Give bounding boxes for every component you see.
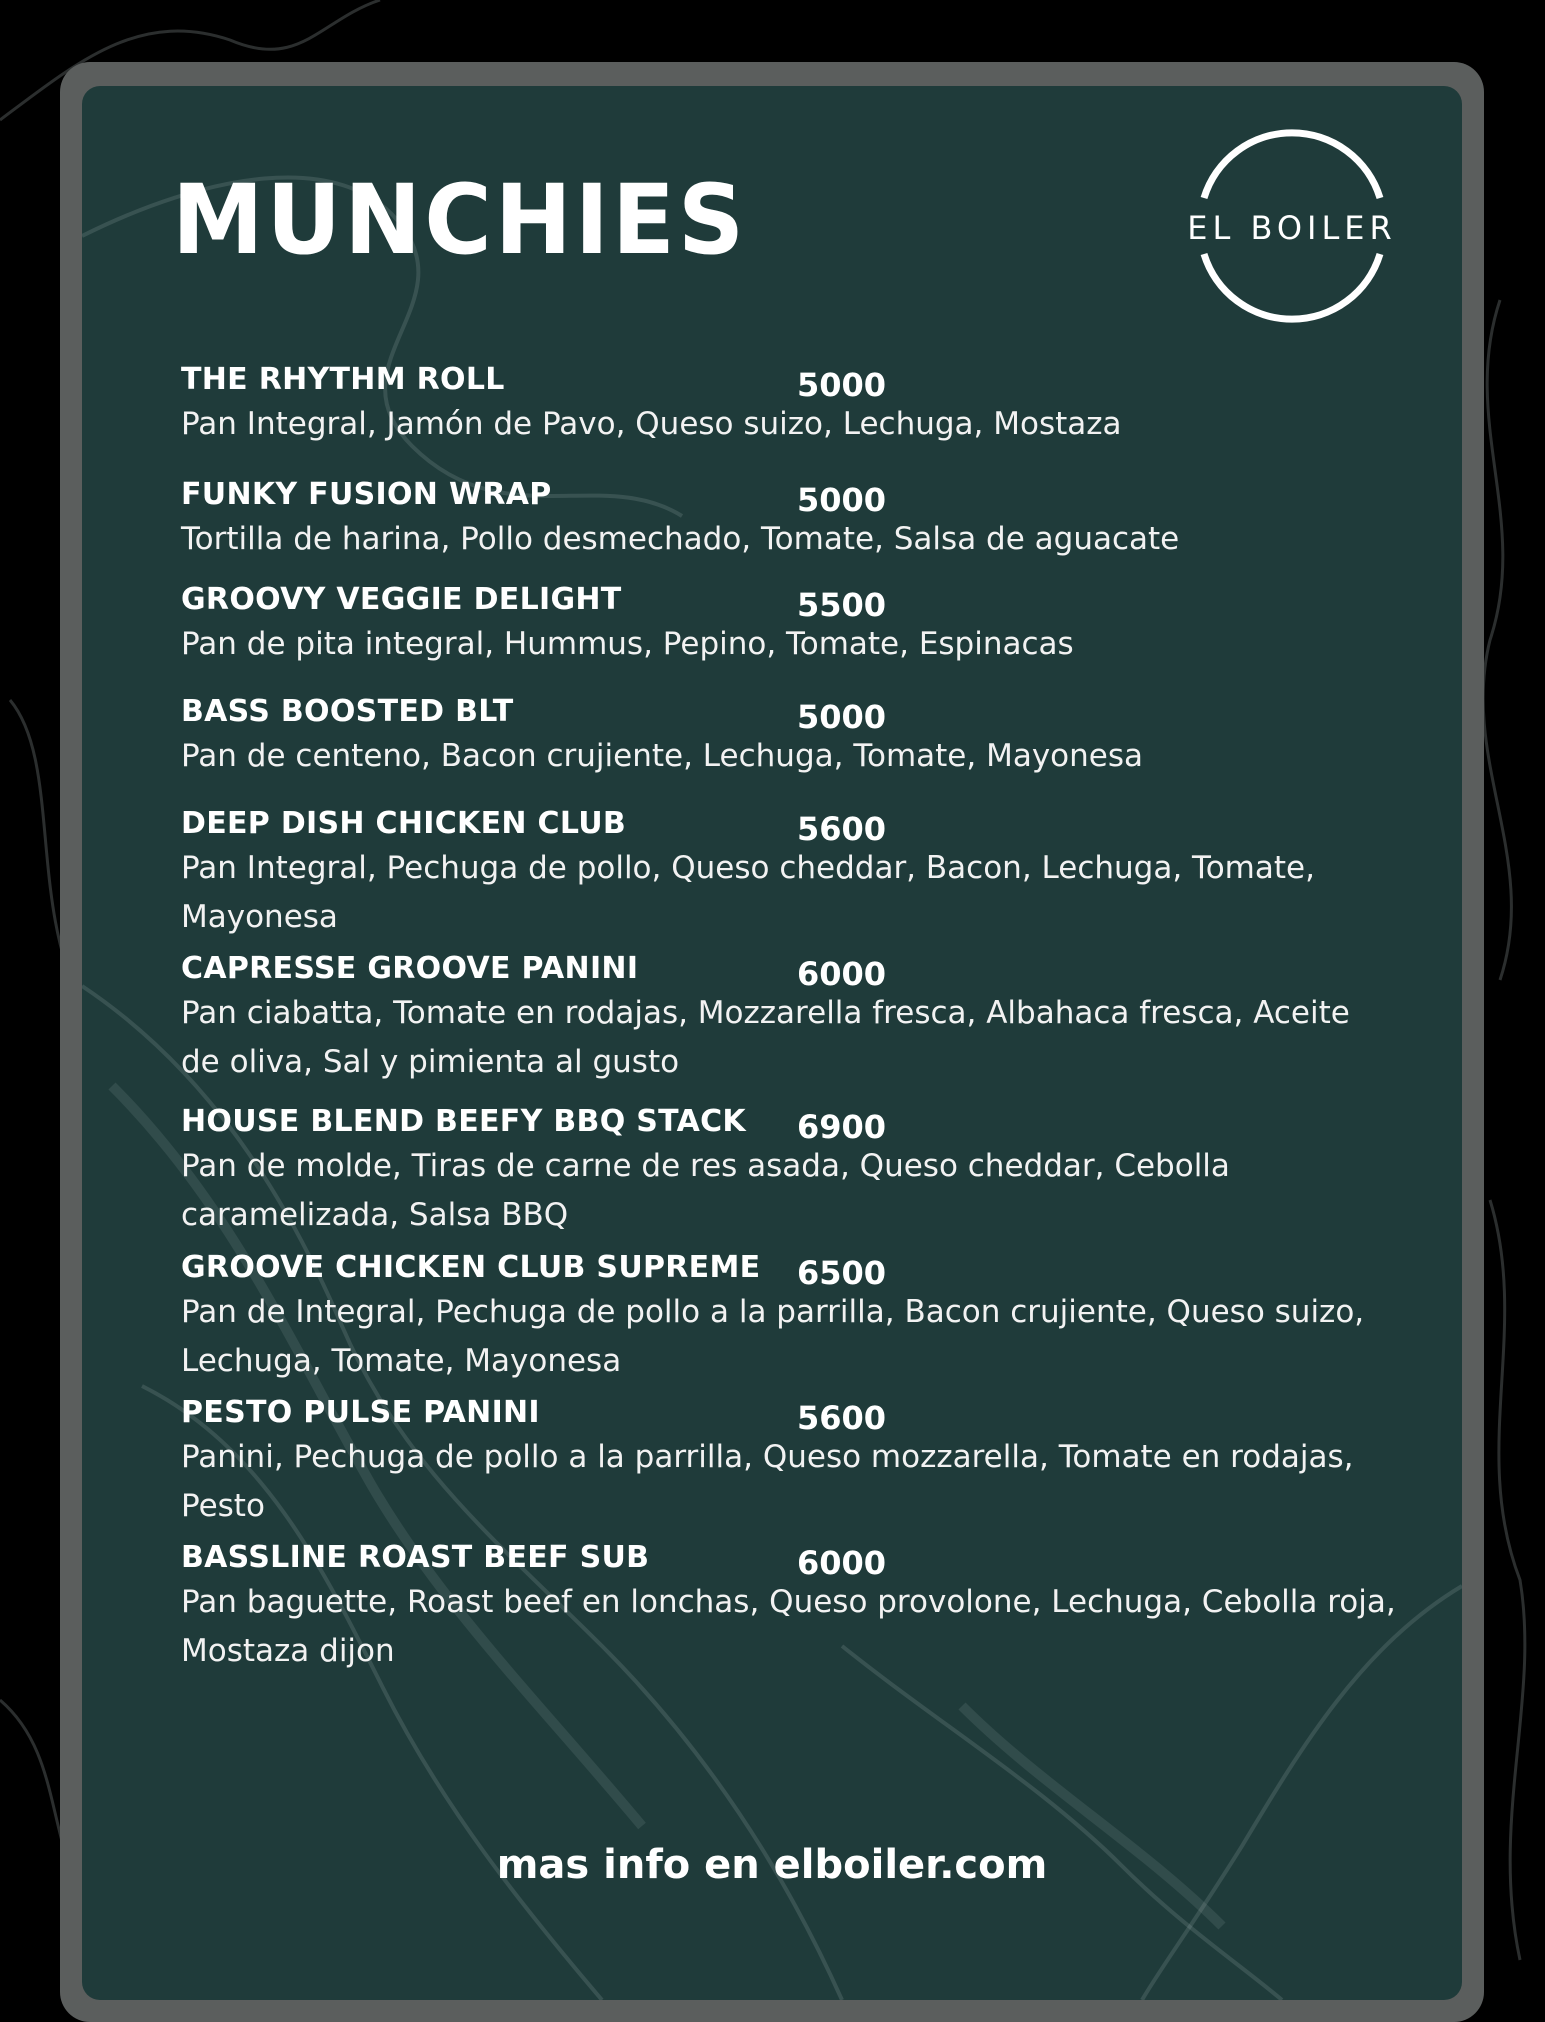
item-name: FUNKY FUSION WRAP [181,477,552,512]
menu-panel [82,86,1462,2000]
item-name: GROOVE CHICKEN CLUB SUPREME [181,1250,761,1285]
item-name: HOUSE BLEND BEEFY BBQ STACK [181,1104,746,1139]
item-description: Pan Integral, Jamón de Pavo, Queso suizo, Lechuga, Mostaza [181,406,1122,442]
item-name: BASS BOOSTED BLT [181,694,514,729]
item-price: 5000 [797,366,887,404]
item-price: 6000 [797,1544,887,1582]
item-price: 5500 [797,586,887,624]
item-price: 6000 [797,955,887,993]
item-description: Pan de pita integral, Hummus, Pepino, Tomate, Espinacas [181,626,1074,662]
item-description: Pan de molde, Tiras de carne de res asada, Queso cheddar, Cebolla caramelizada, Salsa BBQ [181,1148,1230,1233]
item-name: CAPRESSE GROOVE PANINI [181,951,639,986]
item-price: 6900 [797,1108,887,1146]
footer-website: mas info en elboiler.com [496,1842,1048,1888]
item-description: Tortilla de harina, Pollo desmechado, Tomate, Salsa de aguacate [181,521,1180,557]
item-description: Pan baguette, Roast beef en lonchas, Queso provolone, Lechuga, Cebolla roja, Mostaza dijon [181,1584,1396,1669]
el-boiler-logo [1182,116,1402,336]
item-name: PESTO PULSE PANINI [181,1395,540,1430]
item-price: 5600 [797,810,887,848]
item-description: Pan Integral, Pechuga de pollo, Queso cheddar, Bacon, Lechuga, Tomate, Mayonesa [181,850,1315,935]
item-description: Pan de centeno, Bacon crujiente, Lechuga, Tomate, Mayonesa [181,738,1144,774]
item-price: 5600 [797,1399,887,1437]
item-price: 5000 [797,481,887,519]
page-title: MUNCHIES [172,164,748,277]
item-name: DEEP DISH CHICKEN CLUB [181,806,627,841]
item-description: Pan ciabatta, Tomate en rodajas, Mozzarella fresca, Albahaca fresca, Aceite de oliva, Sal y pimienta al gusto [181,995,1350,1080]
item-name: THE RHYTHM ROLL [181,362,505,397]
item-description: Panini, Pechuga de pollo a la parrilla, Queso mozzarella, Tomate en rodajas, Pesto [181,1439,1354,1524]
item-price: 6500 [797,1254,887,1292]
item-name: GROOVY VEGGIE DELIGHT [181,582,622,617]
item-name: BASSLINE ROAST BEEF SUB [181,1540,650,1575]
item-price: 5000 [797,698,887,736]
logo-text: EL BOILER [1187,209,1397,247]
item-description: Pan de Integral, Pechuga de pollo a la parrilla, Bacon crujiente, Queso suizo, Lechuga, Tomate, Mayonesa [181,1294,1365,1379]
